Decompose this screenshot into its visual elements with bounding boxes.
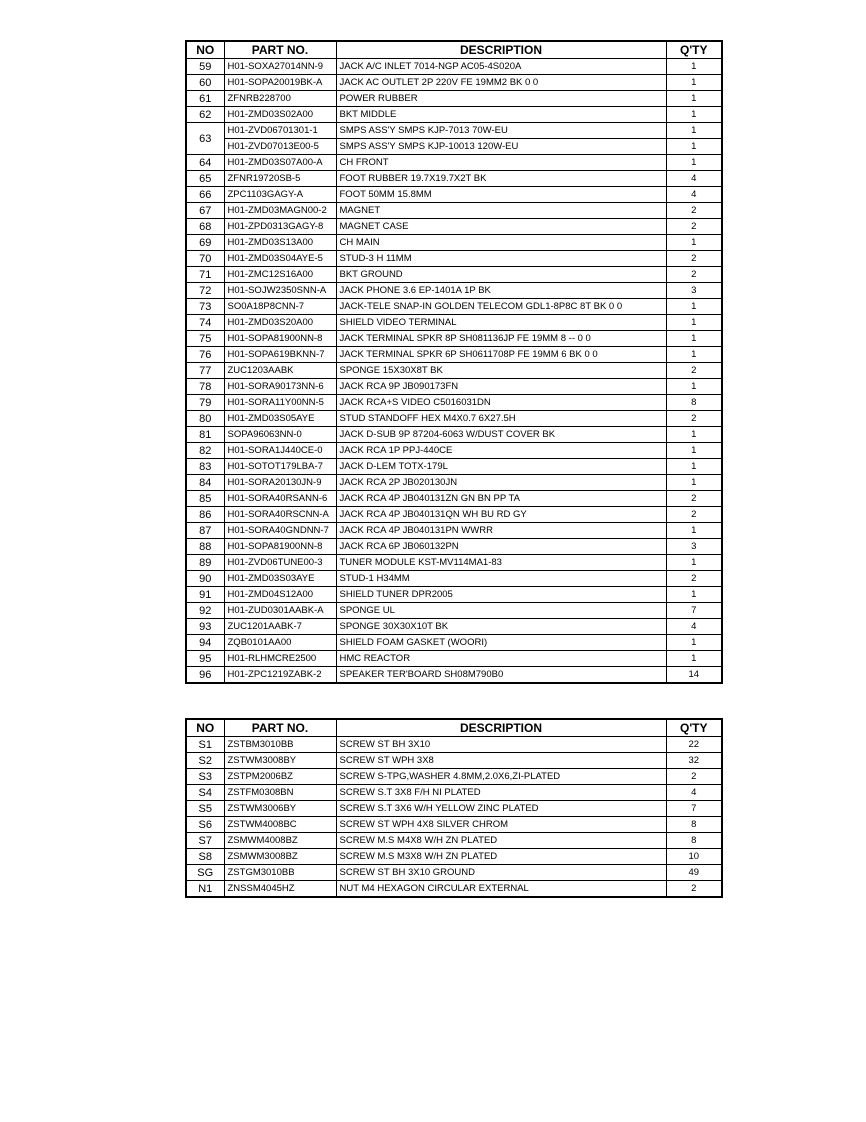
table-row (186, 107, 722, 123)
qty-cell: 2 (666, 769, 722, 785)
table-body (186, 737, 722, 898)
row-no-cell: 91 (186, 587, 224, 603)
part-no-cell: H01-RLHMCRE2500 (224, 651, 336, 667)
part-no-cell: H01-ZUD0301AABK-A (224, 603, 336, 619)
table-row (186, 667, 722, 684)
row-no-cell: S6 (186, 817, 224, 833)
table-row (186, 753, 722, 769)
description-cell: SPONGE UL (336, 603, 666, 619)
part-no-cell: H01-SORA40RSANN-6 (224, 491, 336, 507)
qty-cell: 1 (666, 299, 722, 315)
qty-cell: 1 (666, 443, 722, 459)
table-row (186, 737, 722, 753)
part-no-cell: H01-SORA11Y00NN-5 (224, 395, 336, 411)
table-row (186, 817, 722, 833)
part-no-cell: ZSTBM3010BB (224, 737, 336, 753)
row-no-cell: 78 (186, 379, 224, 395)
qty-cell: 4 (666, 785, 722, 801)
qty-cell: 1 (666, 123, 722, 139)
qty-cell: 1 (666, 155, 722, 171)
part-no-cell: H01-SOPA619BKNN-7 (224, 347, 336, 363)
part-no-cell: H01-ZMD04S12A00 (224, 587, 336, 603)
row-no-cell: 60 (186, 75, 224, 91)
row-no-cell: 61 (186, 91, 224, 107)
part-no-cell: H01-ZVD06TUNE00-3 (224, 555, 336, 571)
qty-cell: 32 (666, 753, 722, 769)
table-row (186, 139, 722, 155)
column-header-no: NO (186, 41, 224, 59)
table-row (186, 785, 722, 801)
description-cell: JACK RCA+S VIDEO C5016031DN (336, 395, 666, 411)
table-row (186, 603, 722, 619)
description-cell: CH FRONT (336, 155, 666, 171)
qty-cell: 1 (666, 107, 722, 123)
description-cell: SMPS ASS'Y SMPS KJP-10013 120W-EU (336, 139, 666, 155)
qty-cell: 7 (666, 801, 722, 817)
qty-cell: 1 (666, 555, 722, 571)
table-row (186, 769, 722, 785)
table-row (186, 427, 722, 443)
row-no-cell: 77 (186, 363, 224, 379)
row-no-cell: 65 (186, 171, 224, 187)
description-cell: NUT M4 HEXAGON CIRCULAR EXTERNAL (336, 881, 666, 898)
qty-cell: 8 (666, 833, 722, 849)
qty-cell: 49 (666, 865, 722, 881)
row-no-cell: S5 (186, 801, 224, 817)
row-no-cell: 85 (186, 491, 224, 507)
table-row (186, 155, 722, 171)
table-row (186, 443, 722, 459)
qty-cell: 2 (666, 881, 722, 898)
table-header-row (186, 719, 722, 737)
description-cell: SCREW M.S M4X8 W/H ZN PLATED (336, 833, 666, 849)
qty-cell: 1 (666, 91, 722, 107)
part-no-cell: H01-SORA40RSCNN-A (224, 507, 336, 523)
qty-cell: 4 (666, 171, 722, 187)
qty-cell: 2 (666, 203, 722, 219)
part-no-cell: H01-ZMD03S03AYE (224, 571, 336, 587)
qty-cell: 1 (666, 427, 722, 443)
table-row (186, 315, 722, 331)
row-no-cell: 95 (186, 651, 224, 667)
row-no-cell: 81 (186, 427, 224, 443)
description-cell: SPONGE 15X30X8T BK (336, 363, 666, 379)
table-row (186, 801, 722, 817)
part-no-cell: H01-SORA90173NN-6 (224, 379, 336, 395)
part-no-cell: H01-SORA20130JN-9 (224, 475, 336, 491)
description-cell: JACK RCA 4P JB040131ZN GN BN PP TA (336, 491, 666, 507)
row-no-cell: 79 (186, 395, 224, 411)
table-row (186, 331, 722, 347)
table-row (186, 91, 722, 107)
part-no-cell: ZSTWM3006BY (224, 801, 336, 817)
description-cell: MAGNET (336, 203, 666, 219)
row-no-cell: N1 (186, 881, 224, 898)
table-row (186, 299, 722, 315)
table-row (186, 619, 722, 635)
row-no-cell: S1 (186, 737, 224, 753)
qty-cell: 1 (666, 235, 722, 251)
qty-cell: 7 (666, 603, 722, 619)
part-no-cell: H01-ZMD03S04AYE-5 (224, 251, 336, 267)
part-no-cell: ZSTFM0308BN (224, 785, 336, 801)
description-cell: JACK RCA 4P JB040131PN WWRR (336, 523, 666, 539)
part-no-cell: H01-ZPD0313GAGY-8 (224, 219, 336, 235)
description-cell: JACK A/C INLET 7014-NGP AC05-4S020A (336, 59, 666, 75)
part-no-cell: H01-ZMC12S16A00 (224, 267, 336, 283)
description-cell: SCREW M.S M3X8 W/H ZN PLATED (336, 849, 666, 865)
table-row (186, 523, 722, 539)
row-no-cell: 89 (186, 555, 224, 571)
table-row (186, 881, 722, 898)
column-header-qty: Q'TY (666, 41, 722, 59)
qty-cell: 2 (666, 219, 722, 235)
description-cell: STUD-3 H 11MM (336, 251, 666, 267)
screws-table (185, 718, 723, 898)
description-cell: SCREW ST BH 3X10 (336, 737, 666, 753)
qty-cell: 1 (666, 587, 722, 603)
row-no-cell: 59 (186, 59, 224, 75)
description-cell: JACK RCA 4P JB040131QN WH BU RD GY (336, 507, 666, 523)
row-no-cell: 94 (186, 635, 224, 651)
part-no-cell: ZUC1203AABK (224, 363, 336, 379)
qty-cell: 8 (666, 817, 722, 833)
qty-cell: 3 (666, 539, 722, 555)
row-no-cell: S3 (186, 769, 224, 785)
qty-cell: 2 (666, 507, 722, 523)
table-row (186, 347, 722, 363)
part-no-cell: H01-ZVD06701301-1 (224, 123, 336, 139)
part-no-cell: H01-SOXA27014NN-9 (224, 59, 336, 75)
description-cell: STUD-1 H34MM (336, 571, 666, 587)
part-no-cell: H01-ZMD03S13A00 (224, 235, 336, 251)
qty-cell: 1 (666, 379, 722, 395)
qty-cell: 1 (666, 635, 722, 651)
table-row (186, 395, 722, 411)
row-no-cell: 86 (186, 507, 224, 523)
row-no-cell: 69 (186, 235, 224, 251)
main-parts-table (185, 40, 723, 684)
row-no-cell: 75 (186, 331, 224, 347)
part-no-cell: ZPC1103GAGY-A (224, 187, 336, 203)
row-no-cell: 70 (186, 251, 224, 267)
description-cell: FOOT 50MM 15.8MM (336, 187, 666, 203)
description-cell: SHIELD FOAM GASKET (WOORI) (336, 635, 666, 651)
description-cell: SMPS ASS'Y SMPS KJP-7013 70W-EU (336, 123, 666, 139)
table-row (186, 491, 722, 507)
table-row (186, 865, 722, 881)
description-cell: JACK PHONE 3.6 EP-1401A 1P BK (336, 283, 666, 299)
description-cell: JACK RCA 9P JB090173FN (336, 379, 666, 395)
row-no-cell: 63 (186, 123, 224, 155)
description-cell: TUNER MODULE KST-MV114MA1-83 (336, 555, 666, 571)
part-no-cell: H01-SORA1J440CE-0 (224, 443, 336, 459)
description-cell: JACK RCA 2P JB020130JN (336, 475, 666, 491)
row-no-cell: 88 (186, 539, 224, 555)
part-no-cell: H01-ZPC1219ZABK-2 (224, 667, 336, 684)
table-row (186, 283, 722, 299)
row-no-cell: 66 (186, 187, 224, 203)
part-no-cell: ZUC1201AABK-7 (224, 619, 336, 635)
qty-cell: 1 (666, 523, 722, 539)
table-row (186, 59, 722, 75)
description-cell: JACK RCA 1P PPJ-440CE (336, 443, 666, 459)
part-no-cell: ZSTPM2006BZ (224, 769, 336, 785)
qty-cell: 2 (666, 491, 722, 507)
qty-cell: 4 (666, 187, 722, 203)
row-no-cell: 96 (186, 667, 224, 684)
row-no-cell: SG (186, 865, 224, 881)
row-no-cell: 76 (186, 347, 224, 363)
qty-cell: 22 (666, 737, 722, 753)
description-cell: JACK TERMINAL SPKR 8P SH081136JP FE 19MM 8 -- 0 0 (336, 331, 666, 347)
row-no-cell: 74 (186, 315, 224, 331)
row-no-cell: 72 (186, 283, 224, 299)
description-cell: FOOT RUBBER 19.7X19.7X2T BK (336, 171, 666, 187)
qty-cell: 1 (666, 347, 722, 363)
part-no-cell: ZQB0101AA00 (224, 635, 336, 651)
description-cell: POWER RUBBER (336, 91, 666, 107)
description-cell: SCREW ST WPH 3X8 (336, 753, 666, 769)
table-row (186, 635, 722, 651)
row-no-cell: 83 (186, 459, 224, 475)
part-no-cell: SOPA96063NN-0 (224, 427, 336, 443)
part-no-cell: H01-SORA40GNDNN-7 (224, 523, 336, 539)
description-cell: BKT MIDDLE (336, 107, 666, 123)
part-no-cell: H01-SOJW2350SNN-A (224, 283, 336, 299)
description-cell: SHIELD VIDEO TERMINAL (336, 315, 666, 331)
table-row (186, 833, 722, 849)
part-no-cell: ZSTWM3008BY (224, 753, 336, 769)
part-no-cell: ZFNR19720SB-5 (224, 171, 336, 187)
qty-cell: 2 (666, 411, 722, 427)
description-cell: STUD STANDOFF HEX M4X0.7 6X27.5H (336, 411, 666, 427)
description-cell: SPONGE 30X30X10T BK (336, 619, 666, 635)
table-row (186, 475, 722, 491)
description-cell: SCREW ST WPH 4X8 SILVER CHROM (336, 817, 666, 833)
description-cell: SHIELD TUNER DPR2005 (336, 587, 666, 603)
qty-cell: 2 (666, 363, 722, 379)
part-no-cell: H01-ZMD03MAGN00-2 (224, 203, 336, 219)
qty-cell: 8 (666, 395, 722, 411)
column-header-part: PART NO. (224, 41, 336, 59)
row-no-cell: 92 (186, 603, 224, 619)
description-cell: SCREW S.T 3X8 F/H NI PLATED (336, 785, 666, 801)
table-body (186, 59, 722, 684)
part-no-cell: H01-ZVD07013E00-5 (224, 139, 336, 155)
description-cell: SCREW S.T 3X6 W/H YELLOW ZINC PLATED (336, 801, 666, 817)
table-row (186, 171, 722, 187)
qty-cell: 1 (666, 75, 722, 91)
table-row (186, 587, 722, 603)
description-cell: JACK-TELE SNAP-IN GOLDEN TELECOM GDL1-8P8C 8T BK 0 0 (336, 299, 666, 315)
part-no-cell: H01-ZMD03S20A00 (224, 315, 336, 331)
header-row (186, 41, 722, 59)
part-no-cell: ZFNRB228700 (224, 91, 336, 107)
part-no-cell: SO0A18P8CNN-7 (224, 299, 336, 315)
description-cell: BKT GROUND (336, 267, 666, 283)
column-header-no: NO (186, 719, 224, 737)
description-cell: CH MAIN (336, 235, 666, 251)
row-no-cell: 93 (186, 619, 224, 635)
row-no-cell: 68 (186, 219, 224, 235)
qty-cell: 1 (666, 651, 722, 667)
qty-cell: 4 (666, 619, 722, 635)
row-no-cell: 87 (186, 523, 224, 539)
qty-cell: 1 (666, 59, 722, 75)
description-cell: JACK RCA 6P JB060132PN (336, 539, 666, 555)
description-cell: JACK AC OUTLET 2P 220V FE 19MM2 BK 0 0 (336, 75, 666, 91)
table-row (186, 507, 722, 523)
table-row (186, 849, 722, 865)
qty-cell: 2 (666, 571, 722, 587)
column-header-desc: DESCRIPTION (336, 41, 666, 59)
part-no-cell: H01-SOTOT179LBA-7 (224, 459, 336, 475)
table-row (186, 555, 722, 571)
table-row (186, 651, 722, 667)
row-no-cell: 67 (186, 203, 224, 219)
row-no-cell: 73 (186, 299, 224, 315)
table-row (186, 123, 722, 139)
qty-cell: 1 (666, 475, 722, 491)
part-no-cell: ZSMWM3008BZ (224, 849, 336, 865)
table-row (186, 219, 722, 235)
table-row (186, 571, 722, 587)
row-no-cell: 80 (186, 411, 224, 427)
table-row (186, 235, 722, 251)
table-row (186, 267, 722, 283)
qty-cell: 10 (666, 849, 722, 865)
table-row (186, 539, 722, 555)
table-header-row (186, 41, 722, 59)
column-header-part: PART NO. (224, 719, 336, 737)
part-no-cell: H01-ZMD03S05AYE (224, 411, 336, 427)
part-no-cell: ZSTGM3010BB (224, 865, 336, 881)
column-header-qty: Q'TY (666, 719, 722, 737)
row-no-cell: 62 (186, 107, 224, 123)
part-no-cell: ZSMWM4008BZ (224, 833, 336, 849)
part-no-cell: H01-SOPA81900NN-8 (224, 539, 336, 555)
part-no-cell: ZSTWM4008BC (224, 817, 336, 833)
description-cell: JACK D-SUB 9P 87204-6063 W/DUST COVER BK (336, 427, 666, 443)
row-no-cell: 71 (186, 267, 224, 283)
row-no-cell: 90 (186, 571, 224, 587)
qty-cell: 1 (666, 315, 722, 331)
part-no-cell: ZNSSM4045HZ (224, 881, 336, 898)
row-no-cell: S7 (186, 833, 224, 849)
table-row (186, 459, 722, 475)
table-row (186, 203, 722, 219)
part-no-cell: H01-SOPA81900NN-8 (224, 331, 336, 347)
row-no-cell: 84 (186, 475, 224, 491)
qty-cell: 1 (666, 459, 722, 475)
description-cell: JACK D-LEM TOTX-179L (336, 459, 666, 475)
table-row (186, 75, 722, 91)
description-cell: HMC REACTOR (336, 651, 666, 667)
qty-cell: 2 (666, 251, 722, 267)
description-cell: SCREW S-TPG,WASHER 4.8MM,2.0X6,ZI-PLATED (336, 769, 666, 785)
header-row (186, 719, 722, 737)
description-cell: SPEAKER TER'BOARD SH08M790B0 (336, 667, 666, 684)
qty-cell: 2 (666, 267, 722, 283)
qty-cell: 1 (666, 139, 722, 155)
description-cell: JACK TERMINAL SPKR 6P SH0611708P FE 19MM 6 BK 0 0 (336, 347, 666, 363)
row-no-cell: S4 (186, 785, 224, 801)
column-header-desc: DESCRIPTION (336, 719, 666, 737)
part-no-cell: H01-ZMD03S07A00-A (224, 155, 336, 171)
row-no-cell: 82 (186, 443, 224, 459)
qty-cell: 14 (666, 667, 722, 684)
qty-cell: 1 (666, 331, 722, 347)
part-no-cell: H01-SOPA20019BK-A (224, 75, 336, 91)
table-row (186, 363, 722, 379)
description-cell: MAGNET CASE (336, 219, 666, 235)
qty-cell: 3 (666, 283, 722, 299)
row-no-cell: 64 (186, 155, 224, 171)
part-no-cell: H01-ZMD03S02A00 (224, 107, 336, 123)
description-cell: SCREW ST BH 3X10 GROUND (336, 865, 666, 881)
table-row (186, 251, 722, 267)
table-row (186, 187, 722, 203)
table-row (186, 379, 722, 395)
table-row (186, 411, 722, 427)
row-no-cell: S2 (186, 753, 224, 769)
row-no-cell: S8 (186, 849, 224, 865)
